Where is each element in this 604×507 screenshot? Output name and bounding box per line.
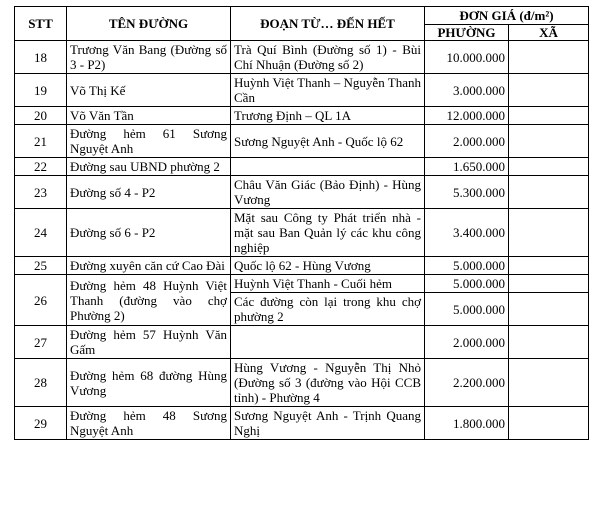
row-segment: Châu Văn Giác (Bảo Định) - Hùng Vương <box>231 176 425 209</box>
row-commune-price <box>509 209 589 257</box>
table-row <box>15 41 589 74</box>
table-row <box>15 176 589 209</box>
table-row <box>15 407 589 440</box>
table-row <box>15 74 589 107</box>
row-stt: 19 <box>15 74 67 107</box>
row-ward-price: 2.000.000 <box>425 125 509 158</box>
row-ward-price: 2.000.000 <box>425 326 509 359</box>
row-commune-price <box>509 293 589 326</box>
table-body <box>15 41 589 440</box>
row-commune-price <box>509 257 589 275</box>
row-segment <box>231 326 425 359</box>
row-stt: 23 <box>15 176 67 209</box>
table-row <box>15 326 589 359</box>
row-street-name: Đường số 4 - P2 <box>67 176 231 209</box>
row-stt: 24 <box>15 209 67 257</box>
row-ward-price: 2.200.000 <box>425 359 509 407</box>
table-row <box>15 209 589 257</box>
row-street-name: Trương Văn Bang (Đường số 3 - P2) <box>67 41 231 74</box>
row-commune-price <box>509 359 589 407</box>
row-ward-price: 3.000.000 <box>425 74 509 107</box>
row-ward-price: 3.400.000 <box>425 209 509 257</box>
row-street-name: Võ Thị Kế <box>67 74 231 107</box>
table-row <box>15 125 589 158</box>
row-commune-price <box>509 176 589 209</box>
land-price-table <box>14 6 589 440</box>
row-commune-price <box>509 326 589 359</box>
row-street-name: Đường hẻm 61 Sương Nguyệt Anh <box>67 125 231 158</box>
table-row <box>15 158 589 176</box>
header-ward: PHƯỜNG <box>425 25 509 41</box>
row-ward-price: 10.000.000 <box>425 41 509 74</box>
row-street-name: Đường xuyên căn cứ Cao Đài <box>67 257 231 275</box>
header-stt: STT <box>15 7 67 41</box>
row-segment: Sương Nguyệt Anh - Quốc lộ 62 <box>231 125 425 158</box>
row-street-name: Võ Văn Tần <box>67 107 231 125</box>
row-stt: 28 <box>15 359 67 407</box>
table-row <box>15 359 589 407</box>
row-segment: Các đường còn lại trong khu chợ phường 2 <box>231 293 425 326</box>
row-stt: 20 <box>15 107 67 125</box>
row-ward-price: 5.300.000 <box>425 176 509 209</box>
row-commune-price <box>509 158 589 176</box>
row-segment: Huỳnh Việt Thanh - Cuối hẻm <box>231 275 425 293</box>
row-street-name: Đường hẻm 57 Huỳnh Văn Gấm <box>67 326 231 359</box>
header-unit-price: ĐƠN GIÁ (đ/m²) <box>425 7 589 25</box>
row-stt: 22 <box>15 158 67 176</box>
row-segment: Sương Nguyệt Anh - Trịnh Quang Nghị <box>231 407 425 440</box>
row-commune-price <box>509 125 589 158</box>
header-street-name: TÊN ĐƯỜNG <box>67 7 231 41</box>
row-commune-price <box>509 275 589 293</box>
row-stt: 27 <box>15 326 67 359</box>
row-ward-price: 5.000.000 <box>425 275 509 293</box>
table-header <box>15 7 589 41</box>
row-street-name: Đường sau UBND phường 2 <box>67 158 231 176</box>
header-segment: ĐOẠN TỪ… ĐẾN HẾT <box>231 7 425 41</box>
row-commune-price <box>509 407 589 440</box>
header-commune: XÃ <box>509 25 589 41</box>
row-stt: 29 <box>15 407 67 440</box>
row-ward-price: 1.650.000 <box>425 158 509 176</box>
row-ward-price: 5.000.000 <box>425 257 509 275</box>
table-row <box>15 107 589 125</box>
row-commune-price <box>509 41 589 74</box>
row-street-name: Đường hẻm 48 Sương Nguyệt Anh <box>67 407 231 440</box>
table-row <box>15 257 589 275</box>
row-commune-price <box>509 107 589 125</box>
row-street-name: Đường hẻm 68 đường Hùng Vương <box>67 359 231 407</box>
row-ward-price: 5.000.000 <box>425 293 509 326</box>
table-row <box>15 275 589 293</box>
row-stt: 26 <box>15 275 67 326</box>
row-ward-price: 1.800.000 <box>425 407 509 440</box>
row-street-name: Đường hẻm 48 Huỳnh Việt Thanh (đường vào chợ Phường 2) <box>67 275 231 326</box>
row-stt: 21 <box>15 125 67 158</box>
row-commune-price <box>509 74 589 107</box>
row-segment: Quốc lộ 62 - Hùng Vương <box>231 257 425 275</box>
row-segment: Trà Quí Bình (Đường số 1) - Bùi Chí Nhuận (Đường số 2) <box>231 41 425 74</box>
row-segment: Hùng Vương - Nguyễn Thị Nhỏ (Đường số 3 (đường vào Hội CCB tỉnh) - Phường 4 <box>231 359 425 407</box>
row-segment <box>231 158 425 176</box>
row-stt: 18 <box>15 41 67 74</box>
row-segment: Trương Định – QL 1A <box>231 107 425 125</box>
row-segment: Mặt sau Công ty Phát triển nhà - mặt sau Ban Quản lý các khu công nghiệp <box>231 209 425 257</box>
row-segment: Huỳnh Việt Thanh – Nguyễn Thanh Cần <box>231 74 425 107</box>
row-street-name: Đường số 6 - P2 <box>67 209 231 257</box>
row-stt: 25 <box>15 257 67 275</box>
row-ward-price: 12.000.000 <box>425 107 509 125</box>
